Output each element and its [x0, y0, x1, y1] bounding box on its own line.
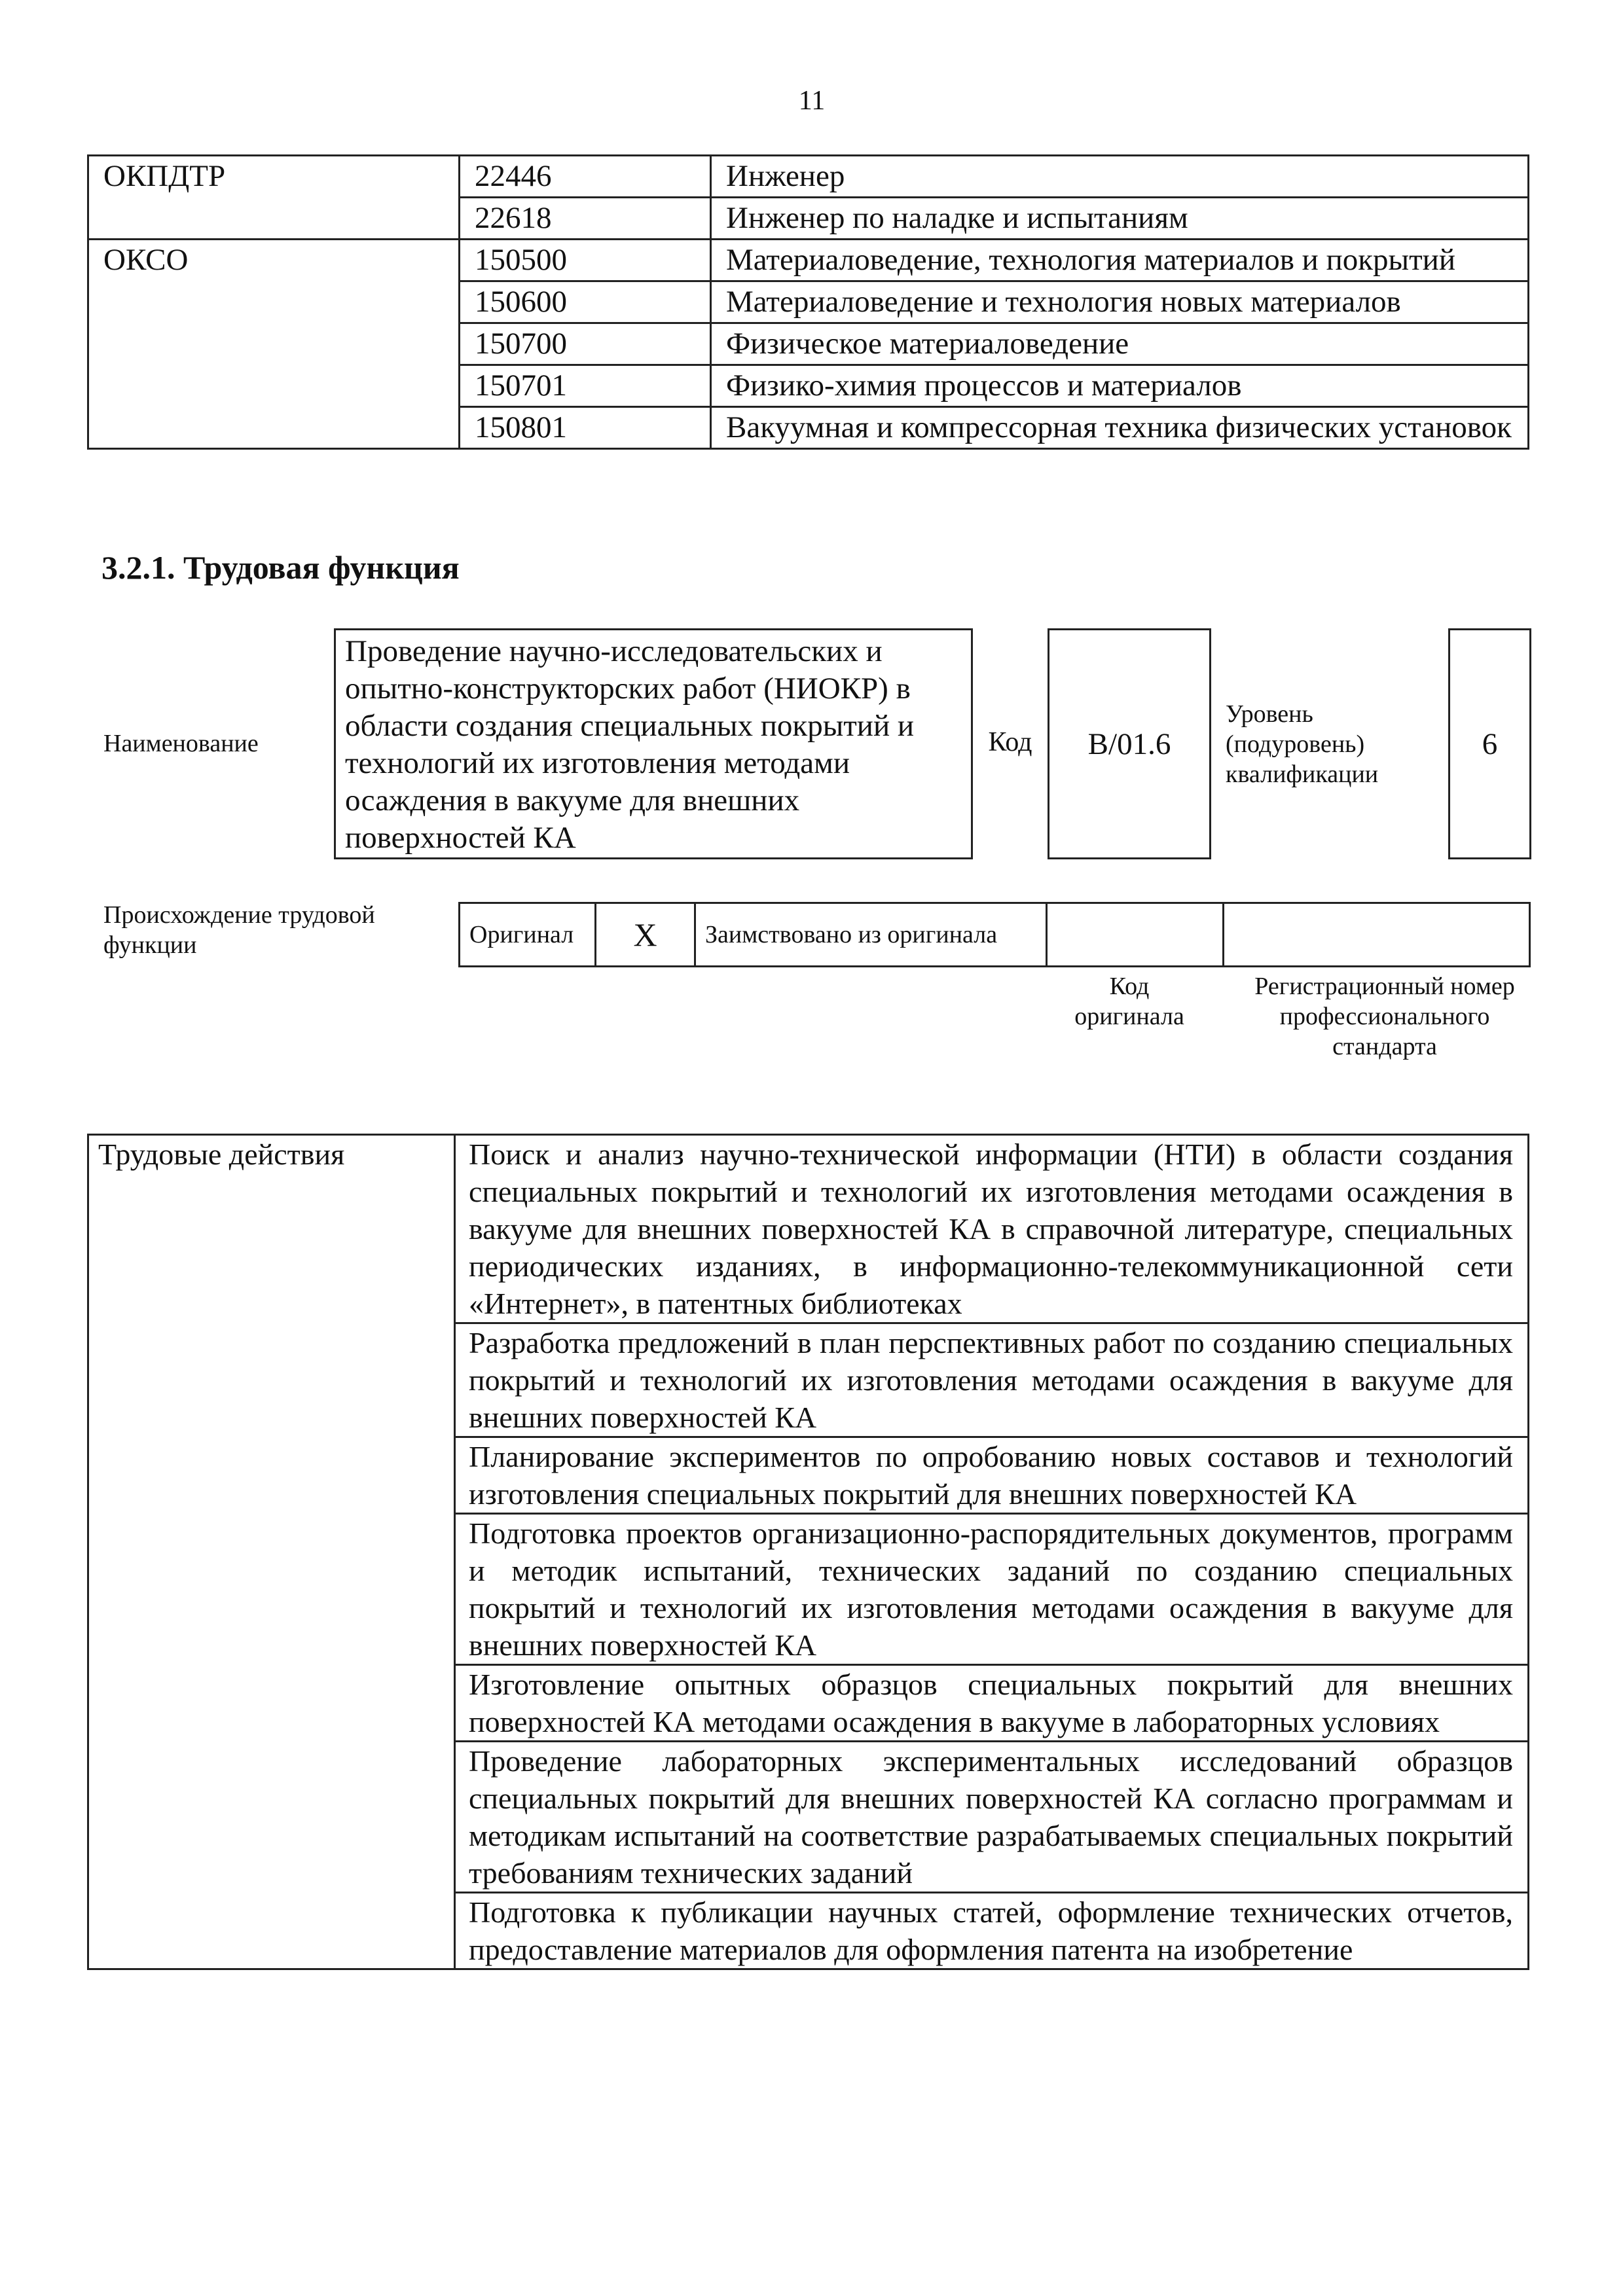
function-name-box: Проведение научно-исследовательских и опытно-конструкторских работ (НИОКР) в области создания специальных покрытий и технологий их изготовления методами осаждения в вакууме для внешних поверхностей КА: [334, 628, 973, 859]
original-label: Оригинал: [460, 903, 596, 967]
function-code: B/01.6: [1087, 726, 1171, 761]
table-row: [88, 365, 1529, 407]
classifier-title: Материаловедение и технология новых материалов: [711, 281, 1529, 323]
action-item: Подготовка проектов организационно-распорядительных документов, программ и методик испытаний, технических заданий по созданию специальных покрытий и технологий их изготовления методами осаждения в вакууме для внешних поверхностей КА: [455, 1514, 1529, 1665]
table-row: [88, 407, 1529, 449]
labor-actions-table: [87, 1134, 1529, 1970]
code-label: Код: [988, 727, 1032, 757]
classifier-name: [88, 365, 460, 407]
classifier-name: ОКПДТР: [88, 156, 460, 198]
name-label: Наименование: [103, 730, 259, 757]
reg-number-cell: [1224, 903, 1530, 967]
classifier-table: [87, 154, 1529, 450]
classifier-title: Материаловедение, технология материалов и покрытий: [711, 240, 1529, 281]
actions-label: Трудовые действия: [88, 1135, 455, 1969]
classifier-name: [88, 323, 460, 365]
section-title: 3.2.1. Трудовая функция: [101, 549, 460, 586]
original-code-cell: [1047, 903, 1224, 967]
table-row: [88, 240, 1529, 281]
function-level-box: [1448, 628, 1531, 859]
origin-label: Происхождение трудовой функции: [103, 901, 375, 959]
action-item: Подготовка к публикации научных статей, оформление технических отчетов, предоставление материалов для оформления патента на изобретение: [455, 1893, 1529, 1969]
borrowed-label: Заимствовано из оригинала: [695, 903, 1047, 967]
classifier-code: 150700: [460, 323, 711, 365]
action-item: Проведение лабораторных экспериментальных исследований образцов специальных покрытий для внешних поверхностей КА согласно программам и методикам испытаний на соответствие разрабатываемых специальных покрытий требованиям технических заданий: [455, 1742, 1529, 1893]
classifier-name: [88, 198, 460, 240]
classifier-code: 22446: [460, 156, 711, 198]
function-code-box: [1048, 628, 1211, 859]
table-row: [88, 198, 1529, 240]
classifier-name: [88, 281, 460, 323]
classifier-title: Инженер: [711, 156, 1529, 198]
action-item: Планирование экспериментов по опробованию новых составов и технологий изготовления специальных покрытий для внешних поверхностей КА: [455, 1437, 1529, 1514]
classifier-code: 150801: [460, 407, 711, 449]
action-item: Разработка предложений в план перспективных работ по созданию специальных покрытий и технологий их изготовления методами осаждения в вакууме для внешних поверхностей КА: [455, 1323, 1529, 1437]
classifier-code: 150500: [460, 240, 711, 281]
classifier-code: 150701: [460, 365, 711, 407]
classifier-title: Вакуумная и компрессорная техника физических установок: [711, 407, 1529, 449]
classifier-title: Физико-химия процессов и материалов: [711, 365, 1529, 407]
action-item: Поиск и анализ научно-технической информации (НТИ) в области создания специальных покрытий и технологий их изготовления методами осаждения в вакууме для внешних поверхностей КА в справочной литературе, специальных периодических изданиях, в информационно-телекоммуникационной сети «Интернет», в патентных библиотеках: [455, 1135, 1529, 1323]
original-mark: X: [596, 903, 695, 967]
classifier-name: [88, 407, 460, 449]
table-row: [88, 323, 1529, 365]
classifier-title: Инженер по наладке и испытаниям: [711, 198, 1529, 240]
classifier-code: 22618: [460, 198, 711, 240]
classifier-name: ОКСО: [88, 240, 460, 281]
table-row: [88, 156, 1529, 198]
function-level: 6: [1482, 726, 1498, 761]
action-item: Изготовление опытных образцов специальных покрытий для внешних поверхностей КА методами осаждения в вакууме в лабораторных условиях: [455, 1665, 1529, 1742]
table-row: [460, 903, 1530, 967]
origin-table: [458, 902, 1531, 967]
page-number: 11: [798, 86, 826, 116]
table-row: [88, 1135, 1529, 1323]
classifier-title: Физическое материаловедение: [711, 323, 1529, 365]
classifier-code: 150600: [460, 281, 711, 323]
reg-number-label: Регистрационный номер профессионального стандарта: [1254, 973, 1515, 1060]
table-row: [88, 281, 1529, 323]
level-label: Уровень (подуровень) квалификации: [1226, 700, 1379, 788]
original-code-label: Код оригинала: [1074, 973, 1184, 1030]
